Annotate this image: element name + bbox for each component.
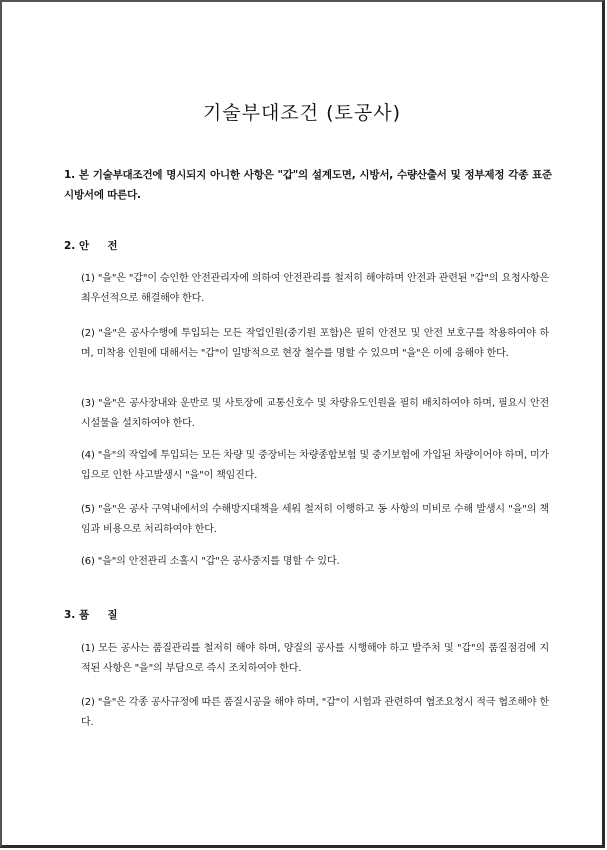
quality-item-2: (2) "을"은 각종 공사규정에 따른 품질시공을 해야 하며, "갑"이 시험과 관련하여 협조요청시 적극 협조해야 한다.	[81, 697, 549, 728]
safety-item-3: (3) "을"은 공사장내와 운반로 및 사토장에 교통신호수 및 차량유도인원을 필히 배치하여야 하며, 필요시 안전시설물을 설치하여야 한다.	[81, 398, 549, 429]
safety-item-6: (6) "을"의 안전관리 소홀시 "갑"은 공사중지를 명할 수 있다.	[81, 556, 340, 567]
section-heading-quality: 3. 품 질	[64, 609, 118, 621]
quality-item-1: (1) 모든 공사는 품질관리를 철저히 해야 하며, 양질의 공사를 시행해야 하고 발주처 및 "갑"의 품질점검에 지적된 사항은 "을"의 부담으로 즉시 조치하여야 한다.	[81, 643, 549, 674]
safety-item-2: (2) "을"은 공사수행에 투입되는 모든 작업인원(중기원 포함)은 필히 안전모 및 안전 보호구를 착용하여야 하며, 미착용 인원에 대해서는 "갑"이 일방적으로 현장 철수를 명할 수 있으며 "을"은 이에 응해야 한다.	[81, 328, 549, 359]
document-title: 기술부대조건 (토공사)	[202, 102, 402, 124]
safety-item-1: (1) "을"은 "갑"이 승인한 안전관리자에 의하여 안전관리를 철저히 해야하며 안전과 관련된 "갑"의 요청사항은 최우선적으로 해결해야 한다.	[81, 273, 549, 304]
section-heading-safety: 2. 안 전	[64, 240, 118, 252]
intro-clause: 1. 본 기술부대조건에 명시되지 아니한 사항은 "갑"의 설계도면, 시방서, 수량산출서 및 정부제정 각종 표준시방서에 따른다.	[64, 169, 552, 201]
safety-item-4: (4) "을"의 작업에 투입되는 모든 차량 및 중장비는 차량종합보험 및 중기보험에 가입된 차량이어야 하며, 미가입으로 인한 사고발생시 "을"이 책임진다.	[81, 450, 549, 481]
safety-item-5: (5) "을"은 공사 구역내에서의 수해방지대책을 세워 철저히 이행하고 동 사항의 미비로 수해 발생시 "을"의 책임과 비용으로 처리하여야 한다.	[81, 504, 549, 535]
